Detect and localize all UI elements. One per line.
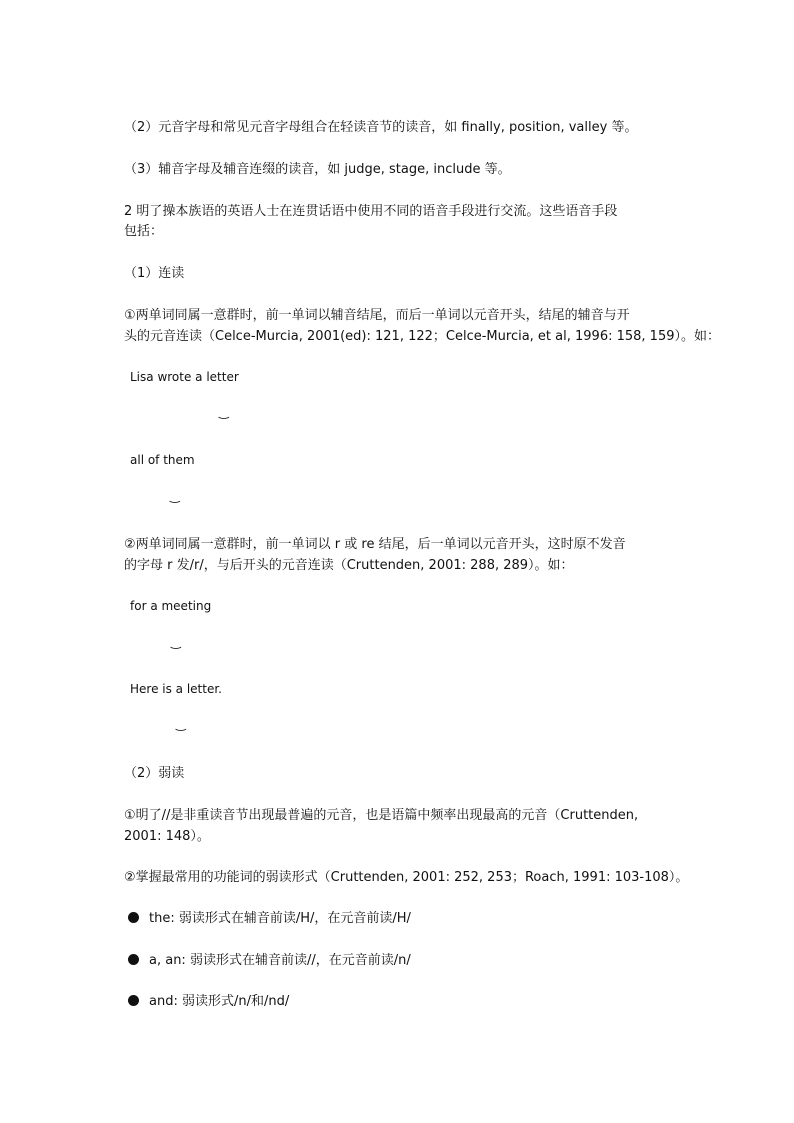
example-for-a-meeting: for a meeting [130,599,212,613]
bullet-item-a-an [128,950,411,971]
weak-rule-1-line-1: ①明了//是非重读音节出现最普遍的元音，也是语篇中频率出现最高的元音（Cruttenden, [124,808,639,823]
bullet-icon [128,995,139,1006]
rule-1-line-1: ①两单词同属一意群时，前一单词以辅音结尾，而后一单词以元音开头，结尾的辅音与开 [124,308,630,323]
linking-mark-icon: ‿ [219,405,229,419]
bullet-item-and [128,991,289,1012]
weak-rule-2: ②掌握最常用的功能词的弱读形式（Cruttenden, 2001: 252, 253；Roach, 1991: 103-108）。 [124,870,689,885]
paragraph-vowel-weak-syllable: （2）元音字母和常见元音字母组合在轻读音节的读音，如 finally, position, valley 等。 [124,120,638,135]
weak-rule-1-line-2: 2001: 148）。 [124,829,210,844]
rule-1-line-2: 头的元音连读（Celce-Murcia, 2001(ed): 121, 122；Celce-Murcia, et al, 1996: 158, 159）。如： [124,329,720,344]
linking-mark-icon: ‿ [171,635,181,649]
heading-weak-forms: （2）弱读 [124,766,185,781]
example-all-of-them: all of them [130,453,195,467]
item-2-line-1: 2 明了操本族语的英语人士在连贯话语中使用不同的语音手段进行交流。这些语音手段 [124,204,618,219]
example-lisa-wrote-a-letter: Lisa wrote a letter [130,370,239,384]
linking-mark-icon: ‿ [176,717,186,731]
rule-2-line-1: ②两单词同属一意群时，前一单词以 r 或 re 结尾，后一单词以元音开头，这时原不发音 [124,537,626,552]
bullet-text: the: 弱读形式在辅音前读/H/，在元音前读/H/ [149,911,411,926]
bullet-icon [128,954,139,965]
linking-mark-icon: ‿ [170,489,180,503]
item-2-line-2: 包括： [124,224,164,239]
example-here-is-a-letter: Here is a letter. [130,682,222,696]
rule-2-line-2: 的字母 r 发/r/，与后开头的元音连读（Cruttenden, 2001: 288, 289）。如： [124,558,574,573]
bullet-text: a, an: 弱读形式在辅音前读//，在元音前读/n/ [149,953,411,968]
paragraph-consonant-reading: （3）辅音字母及辅音连缀的读音，如 judge, stage, include 等。 [124,162,511,177]
bullet-icon [128,912,139,923]
bullet-item-the [128,908,411,929]
heading-liaison: （1）连读 [124,266,185,281]
bullet-text: and: 弱读形式/n/和/nd/ [149,994,290,1009]
